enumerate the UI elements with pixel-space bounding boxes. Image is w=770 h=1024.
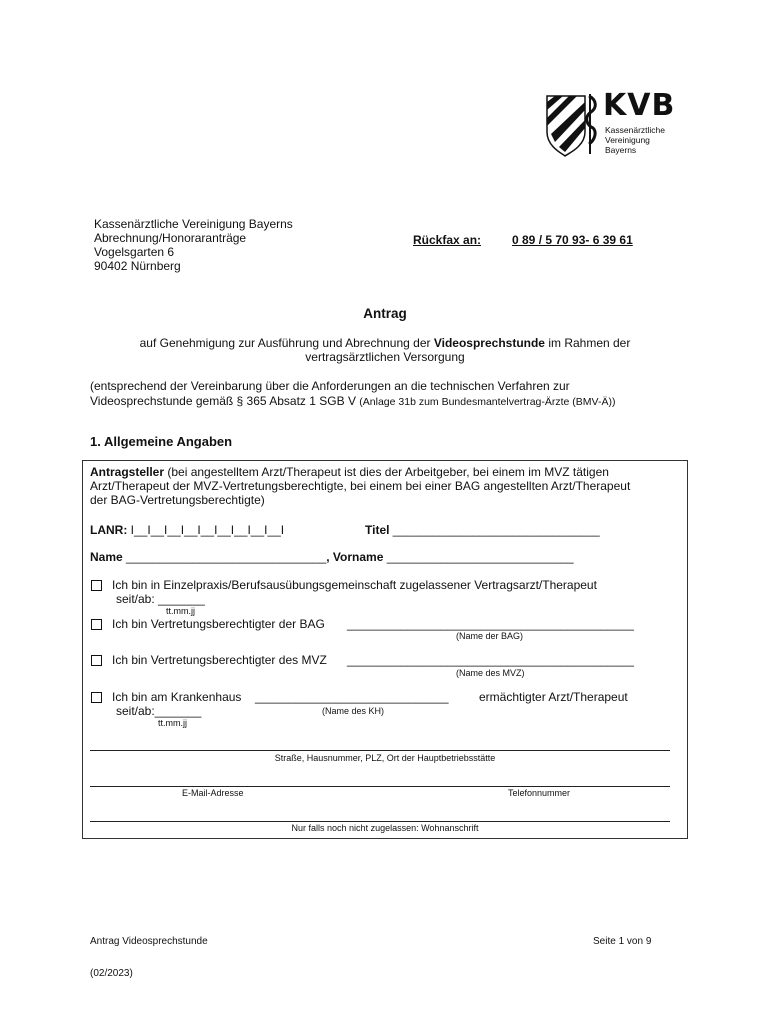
street-line[interactable] xyxy=(90,750,670,751)
address-line2: Abrechnung/Honoraranträge xyxy=(94,231,247,245)
titel-label: Titel xyxy=(365,523,390,537)
logo-line2: Vereinigung xyxy=(605,135,650,145)
intro-line2-small: (Anlage 31b zum Bundesmantelvertrag-Ärzte (BMV-Ä)) xyxy=(359,396,616,408)
lanr-field[interactable]: I__I__I__I__I__I__I__I__I__I xyxy=(130,523,285,537)
lanr-row xyxy=(90,523,284,537)
opt2-text: Ich bin Vertretungsberechtigter der BAG xyxy=(112,617,325,631)
applicant-line3: der BAG-Vertretungsberechtigte) xyxy=(90,493,265,507)
logo-abbr: KVB xyxy=(603,88,676,123)
opt4-field[interactable]: _____________________________ xyxy=(255,690,449,704)
phone-hint: Telefonnummer xyxy=(508,788,571,798)
subtitle-line2: vertragsärztlichen Versorgung xyxy=(305,350,465,364)
titel-field[interactable]: _______________________________ xyxy=(392,523,600,537)
intro-line1: (entsprechend der Vereinbarung über die Anforderungen an die technischen Verfahren zur xyxy=(90,379,570,393)
name-row xyxy=(90,550,574,564)
opt3-text: Ich bin Vertretungsberechtigter des MVZ xyxy=(112,653,327,667)
applicant-text xyxy=(90,465,680,507)
street-hint: Straße, Hausnummer, PLZ, Ort der Hauptbetriebsstätte xyxy=(274,753,496,763)
address-line3: Vogelsgarten 6 xyxy=(94,245,175,259)
email-phone-line[interactable] xyxy=(90,786,670,787)
address-line4: 90402 Nürnberg xyxy=(94,259,181,273)
address-line1: Kassenärztliche Vereinigung Bayerns xyxy=(94,217,293,231)
bavarian-crest-icon xyxy=(545,92,597,158)
opt1-hint: tt.mm.jj xyxy=(166,606,195,616)
subtitle-bold: Videosprechstunde xyxy=(433,336,545,350)
opt1-since[interactable]: seit/ab: _______ xyxy=(116,592,205,606)
logo-line3: Bayerns xyxy=(605,145,637,155)
opt2-checkbox[interactable] xyxy=(91,619,102,630)
opt3-checkbox[interactable] xyxy=(91,655,102,666)
lanr-label: LANR: xyxy=(90,523,128,537)
vorname-label: , Vorname xyxy=(326,550,384,564)
home-hint: Nur falls noch nicht zugelassen: Wohnanschrift xyxy=(291,823,479,833)
name-label: Name xyxy=(90,550,123,564)
footer-left: Antrag Videosprechstunde xyxy=(90,936,208,947)
footer-date: (02/2023) xyxy=(90,968,133,979)
subtitle xyxy=(60,336,710,350)
opt1-text: Ich bin in Einzelpraxis/Berufsausübungsgemeinschaft zugelassener Vertragsarzt/Therapeut xyxy=(112,578,597,592)
footer-right: Seite 1 von 9 xyxy=(593,936,652,947)
applicant-bold: Antragsteller xyxy=(90,465,165,479)
form-box xyxy=(82,460,688,839)
page-title: Antrag xyxy=(363,306,407,321)
opt4-text: Ich bin am Krankenhaus xyxy=(112,690,242,704)
applicant-rest: (bei angestelltem Arzt/Therapeut ist dies der Arbeitgeber, bei einem im MVZ tätigen xyxy=(164,465,609,479)
applicant-line2: Arzt/Therapeut der MVZ-Vertretungsberechtigte, bei einem bei einer BAG angestellten Arzt/Therapeut xyxy=(90,479,631,493)
logo-line1: Kassenärztliche xyxy=(605,125,666,135)
opt2-field[interactable]: ___________________________________________ xyxy=(347,617,634,631)
subtitle-part2: im Rahmen der xyxy=(544,336,631,350)
fax-number: 0 89 / 5 70 93- 6 39 61 xyxy=(512,233,633,247)
subtitle-part1: auf Genehmigung zur Ausführung und Abrechnung der xyxy=(139,336,434,350)
opt4-hint-kh: (Name des KH) xyxy=(322,706,385,716)
name-field[interactable]: ______________________________ xyxy=(126,550,327,564)
intro-line2-main: Videosprechstunde gemäß § 365 Absatz 1 SGB V xyxy=(90,394,360,408)
fax-label: Rückfax an: xyxy=(413,233,482,247)
recipient-address xyxy=(94,217,293,273)
home-address-line[interactable] xyxy=(90,821,670,822)
intro-line2 xyxy=(90,394,615,408)
opt4-checkbox[interactable] xyxy=(91,692,102,703)
opt4-since[interactable]: seit/ab:_______ xyxy=(116,704,202,718)
opt1-checkbox[interactable] xyxy=(91,580,102,591)
kvb-logo xyxy=(545,88,680,158)
section-heading: 1. Allgemeine Angaben xyxy=(90,434,233,449)
email-hint: E-Mail-Adresse xyxy=(182,788,244,798)
opt4-rest: ermächtigter Arzt/Therapeut xyxy=(479,690,628,704)
titel-row xyxy=(365,523,600,537)
opt3-hint: (Name des MVZ) xyxy=(456,668,525,678)
vorname-field[interactable]: ____________________________ xyxy=(386,550,574,564)
opt3-field[interactable]: ___________________________________________ xyxy=(347,653,634,667)
opt2-hint: (Name der BAG) xyxy=(456,631,524,641)
opt4-hint-date: tt.mm.jj xyxy=(158,718,187,728)
